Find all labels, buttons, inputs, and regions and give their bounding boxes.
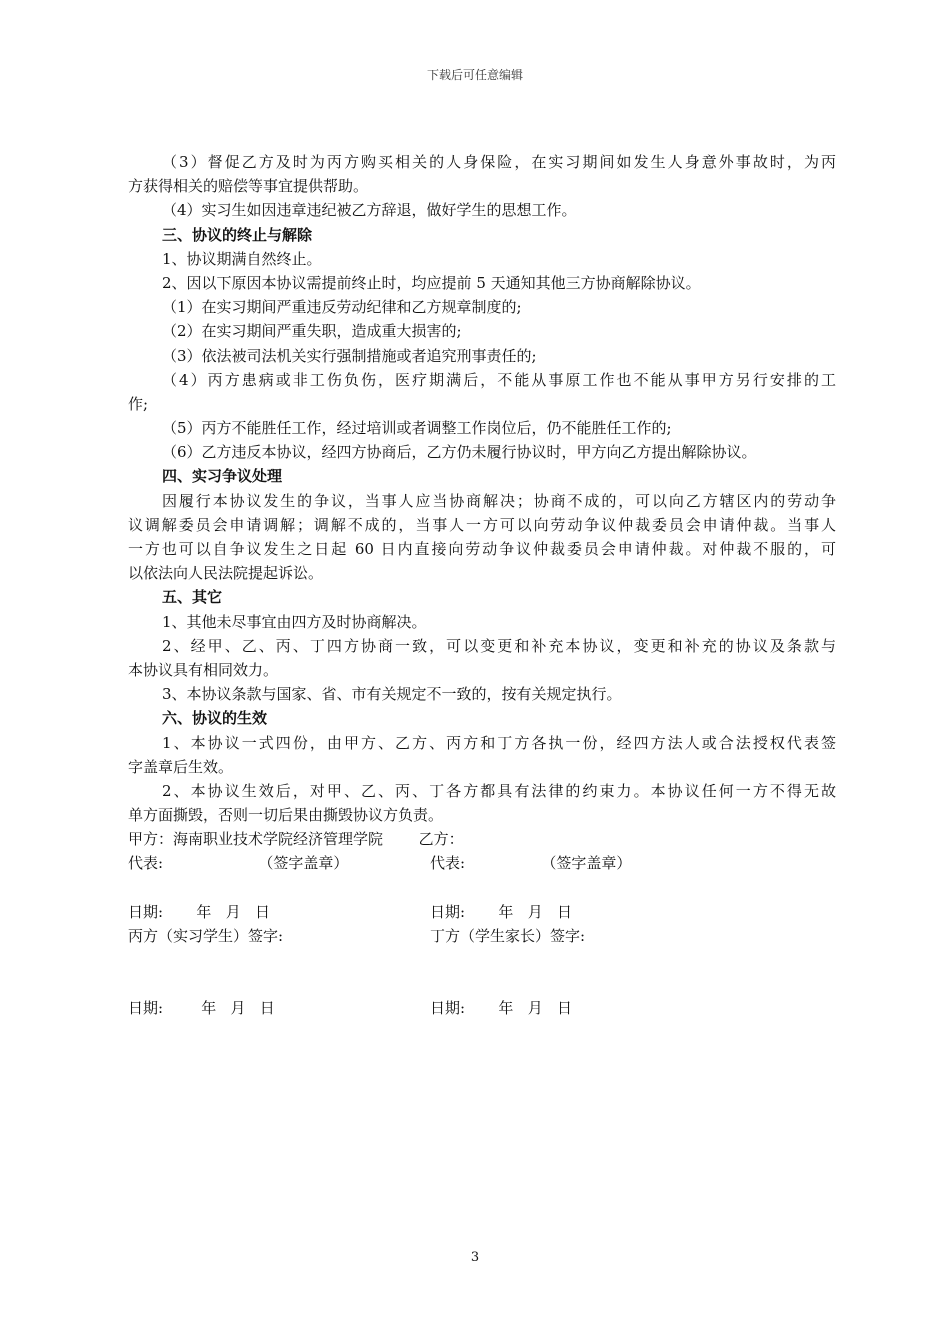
paragraph-line: （3）督促乙方及时为丙方购买相关的人身保险，在实习期间如发生人身意外事故时，为丙 xyxy=(162,153,836,171)
paragraph-line: 因履行本协议发生的争议，当事人应当协商解决；协商不成的，可以向乙方辖区内的劳动争 xyxy=(162,491,836,510)
signature-party-row xyxy=(128,827,836,851)
paragraph-line: 2、因以下原因本协议需提前终止时，均应提前 5 天通知其他三方协商解除协议。 xyxy=(162,273,701,292)
clause-line: （6）乙方违反本协议，经四方协商后，乙方仍未履行协议时，甲方向乙方提出解除协议。 xyxy=(162,443,757,462)
signature-rep-row xyxy=(128,851,836,875)
paragraph-line: 2、经甲、乙、丙、丁四方协商一致，可以变更和补充本协议，变更和补充的协议及条款与 xyxy=(162,636,836,655)
section-heading: 三、协议的终止与解除 xyxy=(162,225,313,244)
paragraph-line: 3、本协议条款与国家、省、市有关规定不一致的，按有关规定执行。 xyxy=(162,685,622,704)
date-d-label: 日期: 年 月 日 xyxy=(430,999,573,1017)
clause-line: 作; xyxy=(128,394,149,413)
paragraph-line: 单方面撕毁，否则一切后果由撕毁协议方负责。 xyxy=(128,806,444,825)
party-c-label: 丙方（实习学生）签字: xyxy=(128,926,284,945)
signature-student-row xyxy=(128,924,836,948)
date-a-label: 日期: 年 月 日 xyxy=(128,902,271,921)
paragraph-line: 1、协议期满自然终止。 xyxy=(162,249,322,268)
section-heading: 四、实习争议处理 xyxy=(162,467,283,486)
party-d-label: 丁方（学生家长）签字: xyxy=(430,926,586,945)
clause-line: （1）在实习期间严重违反劳动纪律和乙方规章制度的; xyxy=(162,298,522,317)
paragraph-line: 1、本协议一式四份，由甲方、乙方、丙方和丁方各执一份，经四方法人或合法授权代表签 xyxy=(162,733,836,752)
paragraph-line: 以依法向人民法院提起诉讼。 xyxy=(128,564,324,583)
clause-line: （4）丙方患病或非工伤负伤，医疗期满后，不能从事原工作也不能从事甲方另行安排的工 xyxy=(162,370,836,389)
clause-line: （2）在实习期间严重失职，造成重大损害的; xyxy=(162,322,462,341)
paragraph-line: 2、本协议生效后，对甲、乙、丙、丁各方都具有法律的约束力。本协议任何一方不得无故 xyxy=(162,781,836,800)
party-a-label: 甲方：海南职业技术学院经济管理学院 xyxy=(128,830,384,849)
rep-b-label: 代表: （签字盖章） xyxy=(430,854,632,873)
page-number: 3 xyxy=(470,1250,480,1265)
paragraph-line: （4）实习生如因违章违纪被乙方辞退，做好学生的思想工作。 xyxy=(162,201,577,220)
paragraph-line: 字盖章后生效。 xyxy=(128,757,234,776)
paragraph-line: 1、其他未尽事宜由四方及时协商解决。 xyxy=(162,612,427,631)
party-b-label: 乙方： xyxy=(418,830,464,849)
paragraph-line: 方获得相关的赔偿等事宜提供帮助。 xyxy=(128,177,369,196)
clause-line: （3）依法被司法机关实行强制措施或者追究刑事责任的; xyxy=(162,346,537,365)
section-heading: 五、其它 xyxy=(162,588,223,607)
paragraph-line: 本协议具有相同效力。 xyxy=(128,660,279,679)
section-heading: 六、协议的生效 xyxy=(162,709,268,728)
rep-a-label: 代表: （签字盖章） xyxy=(128,854,349,873)
date-c-label: 日期: 年 月 日 xyxy=(128,999,275,1017)
paragraph-line: 一方也可以自争议发生之日起 60 日内直接向劳动争议仲裁委员会申请仲裁。对仲裁不服的，可 xyxy=(128,540,836,558)
signature-date-row xyxy=(128,996,836,1020)
paragraph-line: 议调解委员会申请调解；调解不成的，当事人一方可以向劳动争议仲裁委员会申请仲裁。当事人 xyxy=(128,515,836,534)
document-body xyxy=(128,150,836,1020)
signature-date-row xyxy=(128,900,836,924)
clause-line: （5）丙方不能胜任工作，经过培训或者调整工作岗位后，仍不能胜任工作的; xyxy=(162,419,672,438)
date-b-label: 日期: 年 月 日 xyxy=(430,902,573,921)
page-header: 下载后可任意编辑 xyxy=(426,68,523,82)
